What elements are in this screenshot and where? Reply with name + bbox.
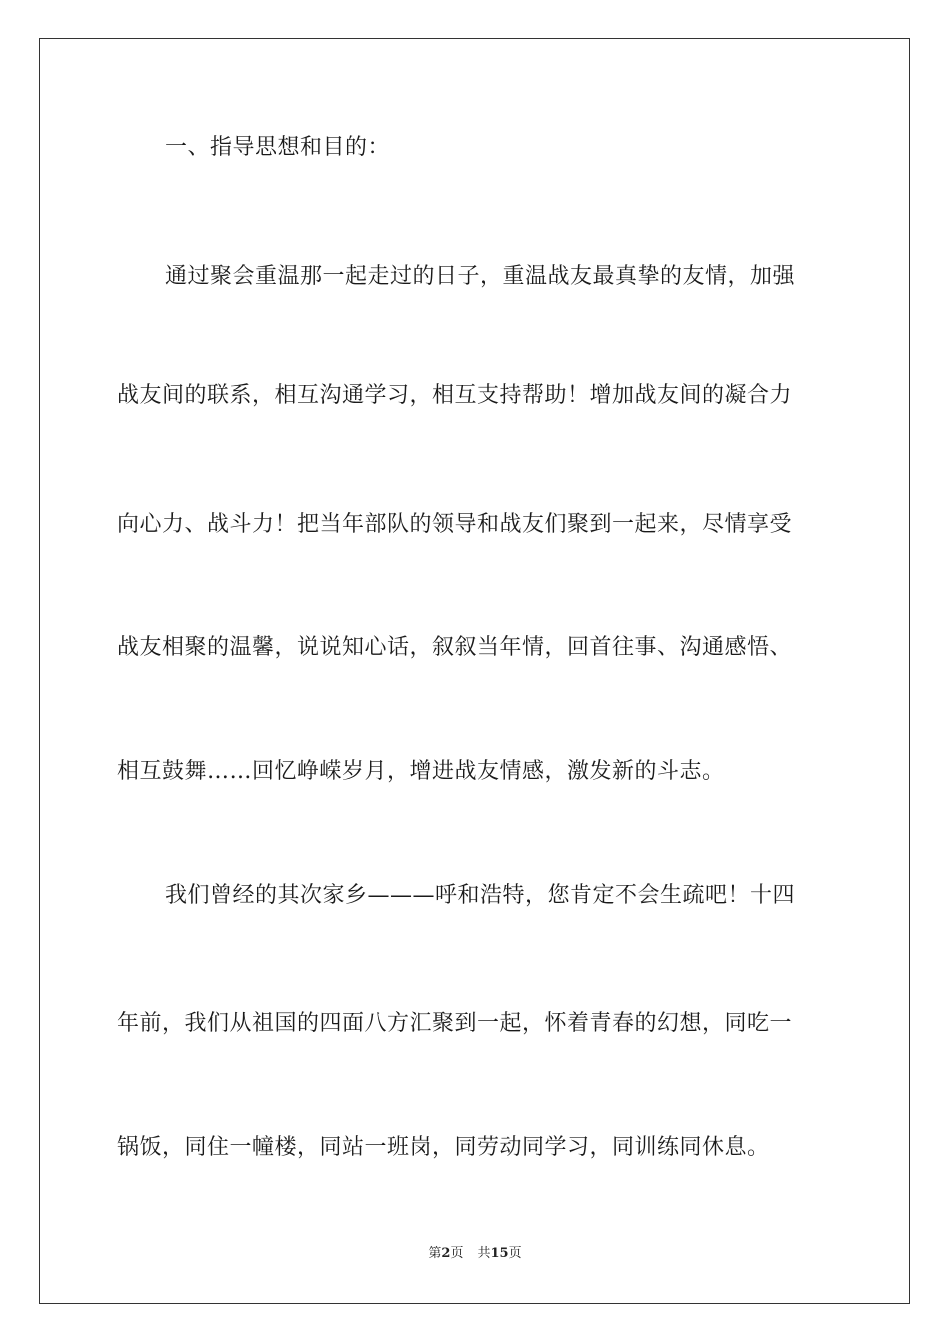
- paragraph-line: 我们曾经的其次家乡———呼和浩特，您肯定不会生疏吧！十四: [165, 883, 796, 908]
- paragraph-line: 通过聚会重温那一起走过的日子，重温战友最真挚的友情，加强: [165, 264, 796, 289]
- total-prefix: 共: [477, 1246, 491, 1261]
- page-number: 2: [441, 1246, 451, 1261]
- page-border: [39, 38, 910, 1304]
- paragraph-line: 锅饭，同住一幢楼，同站一班岗，同劳动同学习，同训练同休息。: [117, 1135, 770, 1160]
- page-prefix: 第: [428, 1246, 442, 1261]
- paragraph-line: 年前，我们从祖国的四面八方汇聚到一起，怀着青春的幻想，同吃一: [117, 1011, 793, 1036]
- total-pages: 15: [490, 1246, 509, 1261]
- paragraph-line: 向心力、战斗力！把当年部队的领导和战友们聚到一起来，尽情享受: [117, 512, 793, 537]
- paragraph-line: 战友相聚的温馨，说说知心话，叙叙当年情，回首往事、沟通感悟、: [117, 635, 793, 660]
- paragraph-line: 战友间的联系，相互沟通学习，相互支持帮助！增加战友间的凝合力: [117, 383, 793, 408]
- paragraph-line: 相互鼓舞……回忆峥嵘岁月，增进战友情感，激发新的斗志。: [117, 759, 725, 784]
- section-heading: 一、指导思想和目的：: [165, 135, 391, 160]
- page-suffix: 页: [450, 1246, 464, 1261]
- total-suffix: 页: [508, 1246, 522, 1261]
- page-footer: [0, 1245, 950, 1263]
